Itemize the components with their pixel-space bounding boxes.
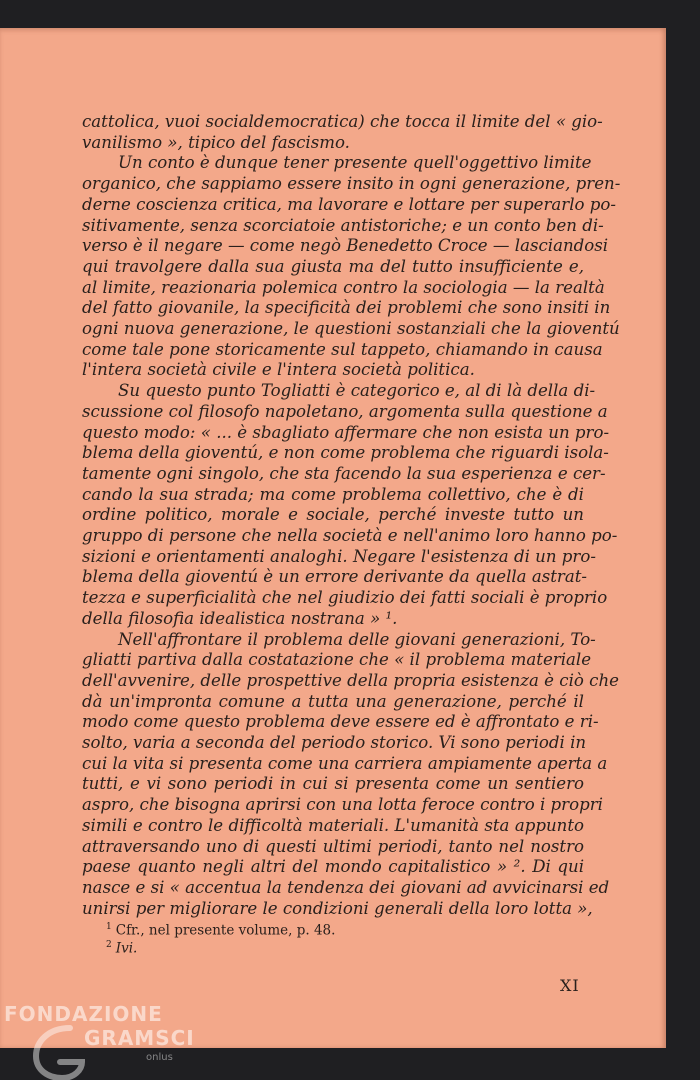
body-text-line: Un conto è dunque tener presente quell'oggettivo limite (118, 153, 592, 173)
body-text-line: della filosofia idealistica nostrana » ¹. (82, 608, 398, 628)
body-text-line: blema della gioventú è un errore derivante da quella astrat- (82, 567, 588, 587)
body-text-line: del fatto giovanile, la specificità dei problemi che sono insiti in (82, 298, 611, 318)
footnote-number: 2 (106, 940, 112, 950)
footnote-text: Ivi. (115, 940, 138, 957)
body-text-line: attraversando uno di questi ultimi periodi, tanto nel nostro (82, 836, 584, 856)
body-text-line: verso è il negare — come negò Benedetto Croce — lasciandosi (82, 236, 609, 256)
body-text-line: ordine politico, morale e sociale, perché investe tutto un (82, 505, 584, 525)
page-number: XI (560, 976, 580, 995)
body-text-line: modo come questo problema deve essere ed è affrontato e ri- (82, 712, 599, 732)
body-text-line: al limite, reazionaria polemica contro la sociologia — la realtà (82, 277, 605, 297)
body-text-line: solto, varia a seconda del periodo storico. Vi sono periodi in (82, 733, 587, 752)
book-page (0, 28, 666, 1048)
watermark-logo-icon (30, 1022, 90, 1080)
body-text-line: Su questo punto Togliatti è categorico e, al di là della di- (118, 381, 596, 401)
body-text-line: paese quanto negli altri del mondo capitalistico » ². Di qui (82, 857, 584, 877)
body-text-line: gruppo di persone che nella società e nell'animo loro hanno po- (82, 526, 618, 545)
body-text-line: dà un'impronta comune a tutta una generazione, perché il (82, 691, 584, 711)
body-text-line: blema della gioventú, e non come problema che riguardi isola- (82, 443, 609, 463)
footnote-number: 1 (106, 922, 112, 932)
footnote (106, 936, 137, 958)
body-text-line: ogni nuova generazione, le questioni sostanziali che la gioventú (82, 319, 620, 338)
body-text-line: derne coscienza critica, ma lavorare e lottare per superarlo po- (82, 194, 617, 214)
body-text-line: tutti, e vi sono periodi in cui si presenta come un sentiero (82, 774, 584, 794)
body-text-line: aspro, che bisogna aprirsi con una lotta feroce contro i propri (82, 795, 603, 815)
footnote (106, 918, 335, 940)
watermark-line1: FONDAZIONE (4, 1002, 163, 1026)
body-text-line: cui la vita si presenta come una carriera ampiamente aperta a (82, 753, 608, 773)
watermark-suffix: onlus (146, 1052, 173, 1063)
body-text-line: unirsi per migliorare le condizioni generali della loro lotta », (82, 898, 593, 918)
body-text-line: qui travolgere dalla sua giusta ma del tutto insufficiente e, (82, 256, 584, 276)
body-text-line: tezza e superficialità che nel giudizio dei fatti sociali è proprio (82, 588, 608, 608)
body-text-line: Nell'affrontare il problema delle giovani generazioni, To- (118, 629, 596, 649)
body-text-line: organico, che sappiamo essere insito in ogni generazione, pren- (82, 174, 621, 194)
body-text-line: simili e contro le difficoltà materiali. L'umanità sta appunto (82, 815, 584, 835)
body-text-line: questo modo: « ... è sbagliato affermare che non esista un pro- (82, 422, 610, 442)
body-text-line: l'intera società civile e l'intera società politica. (82, 360, 475, 380)
body-text-line: sitivamente, senza scorciatoie antistoriche; e un conto ben di- (82, 215, 604, 235)
body-text-line: cando la sua strada; ma come problema collettivo, che è di (82, 484, 584, 504)
fondazione-gramsci-watermark (4, 1000, 224, 1080)
body-text-line: tamente ogni singolo, che sta facendo la sua esperienza e cer- (82, 463, 606, 483)
body-text-line: dell'avvenire, delle prospettive della propria esistenza è ciò che (82, 670, 619, 690)
body-text-line: gliatti partiva dalla costatazione che « il problema materiale (82, 650, 592, 670)
body-text-line: vanilismo », tipico del fascismo. (82, 132, 350, 152)
footnote-text: Cfr., nel presente volume, p. 48. (115, 922, 336, 939)
body-text-line: cattolica, vuoi socialdemocratica) che tocca il limite del « gio- (82, 112, 603, 131)
body-text-line: scussione col filosofo napoletano, argomenta sulla questione a (82, 401, 608, 421)
body-text-line: nasce e si « accentua la tendenza dei giovani ad avvicinarsi ed (82, 877, 610, 897)
body-text-line: come tale pone storicamente sul tappeto, chiamando in causa (82, 339, 603, 359)
watermark-line2: GRAMSCI (84, 1026, 195, 1050)
body-text-line: sizioni e orientamenti analoghi. Negare l'esistenza di un pro- (82, 546, 596, 566)
